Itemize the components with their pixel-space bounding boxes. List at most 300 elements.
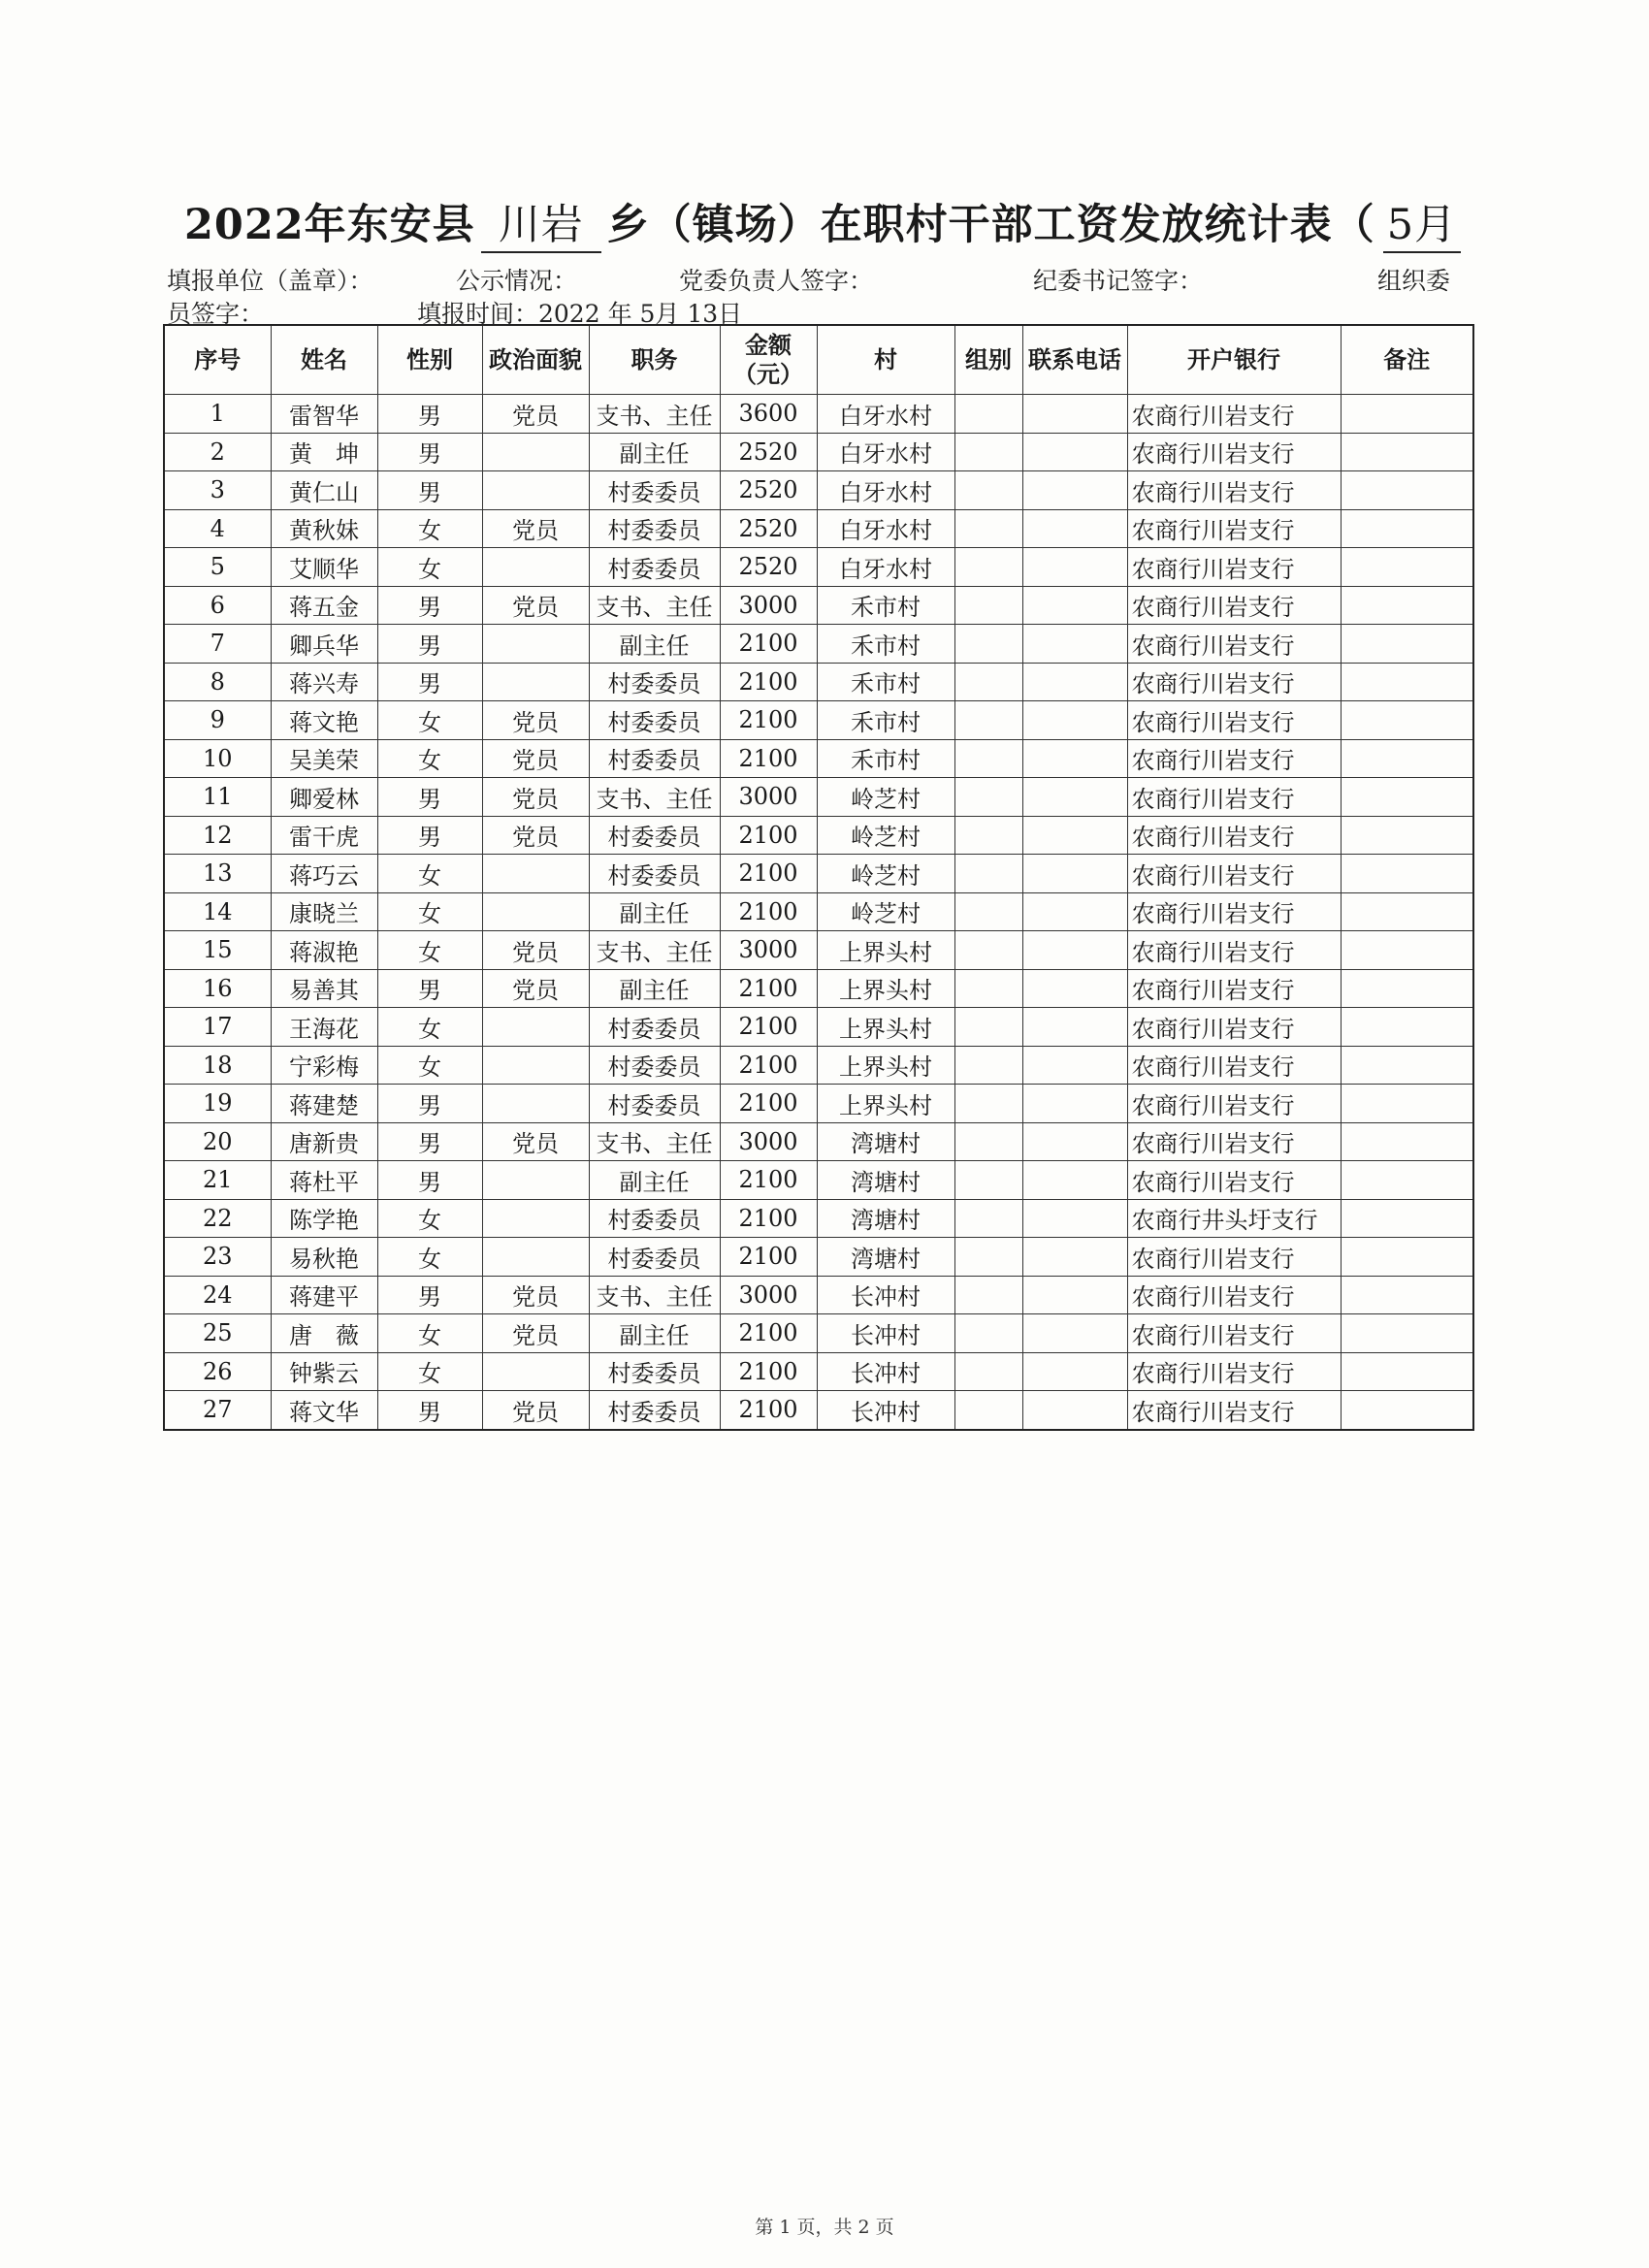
cell-position: 支书、主任 xyxy=(589,778,720,817)
cell-remark xyxy=(1341,1122,1473,1161)
cell-phone xyxy=(1022,509,1127,548)
cell-remark xyxy=(1341,816,1473,855)
table-row xyxy=(164,1352,1473,1391)
cell-bank: 农商行川岩支行 xyxy=(1127,1314,1341,1353)
cell-name: 蒋杜平 xyxy=(271,1161,377,1200)
cell-remark xyxy=(1341,1085,1473,1123)
cell-remark xyxy=(1341,433,1473,471)
cell-position: 支书、主任 xyxy=(589,395,720,434)
cell-village: 白牙水村 xyxy=(817,509,954,548)
cell-seq: 13 xyxy=(164,855,271,893)
cell-gender: 男 xyxy=(377,816,482,855)
table-row xyxy=(164,1391,1473,1430)
org-sign-label-part1: 组织委 xyxy=(1377,267,1451,295)
cell-group xyxy=(954,1314,1022,1353)
cell-remark xyxy=(1341,701,1473,740)
cell-gender: 女 xyxy=(377,509,482,548)
cell-village: 湾塘村 xyxy=(817,1199,954,1238)
cell-bank: 农商行川岩支行 xyxy=(1127,969,1341,1008)
cell-position: 副主任 xyxy=(589,433,720,471)
cell-bank: 农商行川岩支行 xyxy=(1127,548,1341,587)
cell-remark xyxy=(1341,548,1473,587)
cell-political: 党员 xyxy=(482,509,589,548)
cell-political: 党员 xyxy=(482,1391,589,1430)
cell-name: 卿爱林 xyxy=(271,778,377,817)
page-footer: 第 1 页，共 2 页 xyxy=(755,2217,894,2238)
cell-name: 蒋兴寿 xyxy=(271,663,377,701)
cell-amount: 2100 xyxy=(720,816,817,855)
cell-amount: 2100 xyxy=(720,663,817,701)
cell-phone xyxy=(1022,1391,1127,1430)
cell-phone xyxy=(1022,816,1127,855)
cell-name: 易秋艳 xyxy=(271,1238,377,1277)
cell-amount: 2520 xyxy=(720,548,817,587)
cell-bank: 农商行川岩支行 xyxy=(1127,739,1341,778)
cell-bank: 农商行川岩支行 xyxy=(1127,586,1341,625)
cell-group xyxy=(954,471,1022,510)
cell-amount: 3000 xyxy=(720,586,817,625)
cell-name: 蒋五金 xyxy=(271,586,377,625)
cell-group xyxy=(954,509,1022,548)
cell-phone xyxy=(1022,471,1127,510)
cell-amount: 3000 xyxy=(720,778,817,817)
cell-political xyxy=(482,1046,589,1085)
cell-political: 党员 xyxy=(482,1122,589,1161)
title-prefix: 2022年东安县 xyxy=(184,201,475,249)
cell-remark xyxy=(1341,663,1473,701)
cell-gender: 女 xyxy=(377,931,482,970)
cell-phone xyxy=(1022,701,1127,740)
cell-political xyxy=(482,1161,589,1200)
cell-seq: 9 xyxy=(164,701,271,740)
table-body xyxy=(164,395,1473,1430)
cell-group xyxy=(954,1276,1022,1314)
cell-name: 钟紫云 xyxy=(271,1352,377,1391)
cell-remark xyxy=(1341,471,1473,510)
cell-political xyxy=(482,892,589,931)
cell-phone xyxy=(1022,855,1127,893)
cell-amount: 2100 xyxy=(720,1046,817,1085)
cell-group xyxy=(954,892,1022,931)
cell-position: 支书、主任 xyxy=(589,586,720,625)
cell-remark xyxy=(1341,1276,1473,1314)
cell-village: 长冲村 xyxy=(817,1391,954,1430)
cell-position: 村委委员 xyxy=(589,816,720,855)
cell-village: 上界头村 xyxy=(817,1085,954,1123)
cell-phone xyxy=(1022,778,1127,817)
cell-name: 唐 薇 xyxy=(271,1314,377,1353)
cell-gender: 男 xyxy=(377,625,482,664)
table-row xyxy=(164,625,1473,664)
cell-group xyxy=(954,625,1022,664)
cell-phone xyxy=(1022,969,1127,1008)
cell-group xyxy=(954,1199,1022,1238)
cell-amount: 2100 xyxy=(720,1008,817,1047)
cell-political xyxy=(482,1238,589,1277)
cell-name: 陈学艳 xyxy=(271,1199,377,1238)
cell-group xyxy=(954,1352,1022,1391)
cell-gender: 男 xyxy=(377,778,482,817)
table-row xyxy=(164,1122,1473,1161)
cell-gender: 女 xyxy=(377,1199,482,1238)
cell-gender: 男 xyxy=(377,1391,482,1430)
cell-amount: 2100 xyxy=(720,969,817,1008)
cell-village: 白牙水村 xyxy=(817,433,954,471)
table-row xyxy=(164,1276,1473,1314)
cell-remark xyxy=(1341,1046,1473,1085)
cell-bank: 农商行川岩支行 xyxy=(1127,855,1341,893)
cell-phone xyxy=(1022,1276,1127,1314)
header-phone: 联系电话 xyxy=(1022,325,1127,395)
header-seq: 序号 xyxy=(164,325,271,395)
header-position: 职务 xyxy=(589,325,720,395)
table-row xyxy=(164,1085,1473,1123)
cell-seq: 26 xyxy=(164,1352,271,1391)
cell-remark xyxy=(1341,395,1473,434)
cell-group xyxy=(954,433,1022,471)
header-group: 组别 xyxy=(954,325,1022,395)
cell-village: 湾塘村 xyxy=(817,1238,954,1277)
cell-seq: 19 xyxy=(164,1085,271,1123)
table-row xyxy=(164,1314,1473,1353)
cell-gender: 男 xyxy=(377,1276,482,1314)
cell-amount: 2100 xyxy=(720,701,817,740)
cell-political: 党员 xyxy=(482,586,589,625)
cell-group xyxy=(954,816,1022,855)
cell-gender: 女 xyxy=(377,855,482,893)
cell-village: 白牙水村 xyxy=(817,395,954,434)
table-row xyxy=(164,1238,1473,1277)
cell-village: 长冲村 xyxy=(817,1352,954,1391)
cell-political xyxy=(482,663,589,701)
cell-bank: 农商行川岩支行 xyxy=(1127,1238,1341,1277)
cell-seq: 11 xyxy=(164,778,271,817)
cell-village: 白牙水村 xyxy=(817,548,954,587)
cell-bank: 农商行川岩支行 xyxy=(1127,1046,1341,1085)
cell-seq: 6 xyxy=(164,586,271,625)
cell-bank: 农商行川岩支行 xyxy=(1127,778,1341,817)
cell-village: 禾市村 xyxy=(817,701,954,740)
header-amount-line1: 金额 xyxy=(745,331,792,359)
cell-phone xyxy=(1022,1122,1127,1161)
cell-position: 村委委员 xyxy=(589,1238,720,1277)
cell-amount: 2100 xyxy=(720,1314,817,1353)
cell-village: 岭芝村 xyxy=(817,816,954,855)
cell-amount: 2520 xyxy=(720,433,817,471)
table-row xyxy=(164,739,1473,778)
cell-group xyxy=(954,1085,1022,1123)
table-row xyxy=(164,892,1473,931)
cell-seq: 2 xyxy=(164,433,271,471)
cell-gender: 女 xyxy=(377,1314,482,1353)
cell-amount: 2100 xyxy=(720,625,817,664)
cell-seq: 27 xyxy=(164,1391,271,1430)
title-month: 5月 xyxy=(1383,192,1461,253)
cell-village: 上界头村 xyxy=(817,931,954,970)
cell-remark xyxy=(1341,509,1473,548)
cell-bank: 农商行川岩支行 xyxy=(1127,892,1341,931)
cell-name: 蒋建楚 xyxy=(271,1085,377,1123)
cell-name: 蒋文华 xyxy=(271,1391,377,1430)
cell-gender: 男 xyxy=(377,395,482,434)
cell-village: 岭芝村 xyxy=(817,892,954,931)
cell-position: 副主任 xyxy=(589,892,720,931)
cell-position: 村委委员 xyxy=(589,739,720,778)
cell-political: 党员 xyxy=(482,969,589,1008)
cell-name: 康晓兰 xyxy=(271,892,377,931)
table-row xyxy=(164,395,1473,434)
table-row xyxy=(164,1046,1473,1085)
cell-remark xyxy=(1341,778,1473,817)
header-gender: 性别 xyxy=(377,325,482,395)
table-row xyxy=(164,701,1473,740)
cell-amount: 2520 xyxy=(720,471,817,510)
cell-political: 党员 xyxy=(482,931,589,970)
cell-phone xyxy=(1022,548,1127,587)
cell-village: 上界头村 xyxy=(817,1046,954,1085)
cell-gender: 女 xyxy=(377,548,482,587)
cell-group xyxy=(954,586,1022,625)
cell-phone xyxy=(1022,395,1127,434)
cell-amount: 3600 xyxy=(720,395,817,434)
cell-amount: 2100 xyxy=(720,1391,817,1430)
cell-bank: 农商行川岩支行 xyxy=(1127,663,1341,701)
cell-phone xyxy=(1022,1008,1127,1047)
cell-seq: 5 xyxy=(164,548,271,587)
cell-group xyxy=(954,1122,1022,1161)
cell-village: 岭芝村 xyxy=(817,778,954,817)
table-row xyxy=(164,471,1473,510)
cell-position: 村委委员 xyxy=(589,855,720,893)
cell-political: 党员 xyxy=(482,701,589,740)
header-political: 政治面貌 xyxy=(482,325,589,395)
cell-group xyxy=(954,1161,1022,1200)
cell-remark xyxy=(1341,1314,1473,1353)
unit-label: 填报单位（盖章）： xyxy=(167,267,373,295)
cell-group xyxy=(954,739,1022,778)
salary-table xyxy=(163,324,1474,1431)
cell-bank: 农商行川岩支行 xyxy=(1127,1391,1341,1430)
cell-bank: 农商行川岩支行 xyxy=(1127,1276,1341,1314)
cell-seq: 12 xyxy=(164,816,271,855)
cell-political: 党员 xyxy=(482,1314,589,1353)
cell-gender: 男 xyxy=(377,1161,482,1200)
cell-political: 党员 xyxy=(482,739,589,778)
cell-village: 禾市村 xyxy=(817,739,954,778)
cell-village: 长冲村 xyxy=(817,1314,954,1353)
cell-bank: 农商行川岩支行 xyxy=(1127,1122,1341,1161)
cell-group xyxy=(954,855,1022,893)
cell-bank: 农商行川岩支行 xyxy=(1127,509,1341,548)
cell-name: 蒋淑艳 xyxy=(271,931,377,970)
cell-name: 蒋文艳 xyxy=(271,701,377,740)
cell-position: 村委委员 xyxy=(589,1352,720,1391)
table-row xyxy=(164,509,1473,548)
table-row xyxy=(164,816,1473,855)
table-row xyxy=(164,778,1473,817)
cell-name: 吴美荣 xyxy=(271,739,377,778)
cell-political xyxy=(482,1008,589,1047)
cell-position: 副主任 xyxy=(589,1161,720,1200)
cell-position: 村委委员 xyxy=(589,663,720,701)
cell-group xyxy=(954,395,1022,434)
cell-amount: 3000 xyxy=(720,931,817,970)
cell-political: 党员 xyxy=(482,1276,589,1314)
cell-seq: 14 xyxy=(164,892,271,931)
cell-remark xyxy=(1341,855,1473,893)
cell-seq: 24 xyxy=(164,1276,271,1314)
cell-seq: 21 xyxy=(164,1161,271,1200)
cell-name: 宁彩梅 xyxy=(271,1046,377,1085)
cell-phone xyxy=(1022,1161,1127,1200)
cell-position: 村委委员 xyxy=(589,1046,720,1085)
cell-position: 副主任 xyxy=(589,969,720,1008)
cell-phone xyxy=(1022,1085,1127,1123)
cell-group xyxy=(954,701,1022,740)
cell-political: 党员 xyxy=(482,816,589,855)
cell-gender: 女 xyxy=(377,1008,482,1047)
cell-seq: 15 xyxy=(164,931,271,970)
table-row xyxy=(164,931,1473,970)
cell-position: 副主任 xyxy=(589,625,720,664)
cell-gender: 男 xyxy=(377,586,482,625)
cell-phone xyxy=(1022,931,1127,970)
cell-seq: 16 xyxy=(164,969,271,1008)
cell-name: 艾顺华 xyxy=(271,548,377,587)
cell-phone xyxy=(1022,625,1127,664)
cell-phone xyxy=(1022,739,1127,778)
cell-seq: 4 xyxy=(164,509,271,548)
cell-village: 岭芝村 xyxy=(817,855,954,893)
table-row xyxy=(164,586,1473,625)
cell-seq: 10 xyxy=(164,739,271,778)
discipline-sign-label: 纪委书记签字： xyxy=(1033,267,1204,295)
cell-remark xyxy=(1341,1238,1473,1277)
cell-group xyxy=(954,1391,1022,1430)
cell-village: 湾塘村 xyxy=(817,1161,954,1200)
cell-position: 支书、主任 xyxy=(589,931,720,970)
cell-group xyxy=(954,778,1022,817)
cell-name: 易善其 xyxy=(271,969,377,1008)
header-village: 村 xyxy=(817,325,954,395)
cell-amount: 2100 xyxy=(720,1161,817,1200)
cell-name: 雷干虎 xyxy=(271,816,377,855)
cell-village: 长冲村 xyxy=(817,1276,954,1314)
table-row xyxy=(164,1008,1473,1047)
cell-amount: 2100 xyxy=(720,1352,817,1391)
cell-seq: 22 xyxy=(164,1199,271,1238)
cell-phone xyxy=(1022,586,1127,625)
cell-phone xyxy=(1022,433,1127,471)
publicity-label: 公示情况： xyxy=(456,267,578,295)
cell-bank: 农商行川岩支行 xyxy=(1127,816,1341,855)
cell-name: 蒋巧云 xyxy=(271,855,377,893)
cell-group xyxy=(954,969,1022,1008)
cell-gender: 女 xyxy=(377,1352,482,1391)
cell-bank: 农商行川岩支行 xyxy=(1127,931,1341,970)
cell-name: 黄秋妹 xyxy=(271,509,377,548)
cell-position: 村委委员 xyxy=(589,1008,720,1047)
cell-group xyxy=(954,1046,1022,1085)
cell-village: 禾市村 xyxy=(817,625,954,664)
cell-village: 禾市村 xyxy=(817,586,954,625)
cell-bank: 农商行川岩支行 xyxy=(1127,1085,1341,1123)
cell-gender: 男 xyxy=(377,471,482,510)
table-header-row xyxy=(164,325,1473,395)
cell-phone xyxy=(1022,892,1127,931)
cell-gender: 女 xyxy=(377,739,482,778)
cell-position: 村委委员 xyxy=(589,509,720,548)
cell-amount: 2100 xyxy=(720,739,817,778)
cell-seq: 3 xyxy=(164,471,271,510)
cell-name: 唐新贵 xyxy=(271,1122,377,1161)
cell-amount: 3000 xyxy=(720,1276,817,1314)
table-row xyxy=(164,1199,1473,1238)
cell-phone xyxy=(1022,1046,1127,1085)
cell-gender: 女 xyxy=(377,892,482,931)
page-title xyxy=(184,192,1484,253)
cell-gender: 男 xyxy=(377,1122,482,1161)
cell-group xyxy=(954,1008,1022,1047)
cell-bank: 农商行井头圩支行 xyxy=(1127,1199,1341,1238)
cell-remark xyxy=(1341,1391,1473,1430)
cell-remark xyxy=(1341,1352,1473,1391)
title-middle: 乡（镇场）在职村干部工资发放统计表（ xyxy=(606,201,1375,249)
cell-bank: 农商行川岩支行 xyxy=(1127,1161,1341,1200)
cell-name: 雷智华 xyxy=(271,395,377,434)
cell-political: 党员 xyxy=(482,395,589,434)
cell-political: 党员 xyxy=(482,778,589,817)
cell-seq: 1 xyxy=(164,395,271,434)
cell-gender: 男 xyxy=(377,433,482,471)
cell-position: 村委委员 xyxy=(589,701,720,740)
cell-gender: 男 xyxy=(377,969,482,1008)
cell-village: 上界头村 xyxy=(817,1008,954,1047)
cell-remark xyxy=(1341,1161,1473,1200)
table-row xyxy=(164,663,1473,701)
cell-bank: 农商行川岩支行 xyxy=(1127,701,1341,740)
cell-name: 蒋建平 xyxy=(271,1276,377,1314)
party-sign-label: 党委负责人签字： xyxy=(679,267,874,295)
cell-political xyxy=(482,471,589,510)
cell-name: 卿兵华 xyxy=(271,625,377,664)
cell-remark xyxy=(1341,1008,1473,1047)
fill-time: 填报时间：2022 年 5月 13日 xyxy=(417,300,743,328)
cell-bank: 农商行川岩支行 xyxy=(1127,625,1341,664)
cell-position: 村委委员 xyxy=(589,1199,720,1238)
cell-seq: 20 xyxy=(164,1122,271,1161)
cell-gender: 女 xyxy=(377,1238,482,1277)
cell-seq: 17 xyxy=(164,1008,271,1047)
header-name: 姓名 xyxy=(271,325,377,395)
cell-seq: 8 xyxy=(164,663,271,701)
cell-phone xyxy=(1022,1199,1127,1238)
cell-group xyxy=(954,663,1022,701)
cell-remark xyxy=(1341,931,1473,970)
cell-amount: 2100 xyxy=(720,1238,817,1277)
cell-gender: 男 xyxy=(377,1085,482,1123)
cell-remark xyxy=(1341,739,1473,778)
cell-amount: 2100 xyxy=(720,855,817,893)
cell-political xyxy=(482,625,589,664)
header-bank: 开户银行 xyxy=(1127,325,1341,395)
cell-amount: 3000 xyxy=(720,1122,817,1161)
cell-position: 村委委员 xyxy=(589,471,720,510)
cell-position: 副主任 xyxy=(589,1314,720,1353)
cell-remark xyxy=(1341,586,1473,625)
cell-amount: 2100 xyxy=(720,1085,817,1123)
cell-name: 黄 坤 xyxy=(271,433,377,471)
